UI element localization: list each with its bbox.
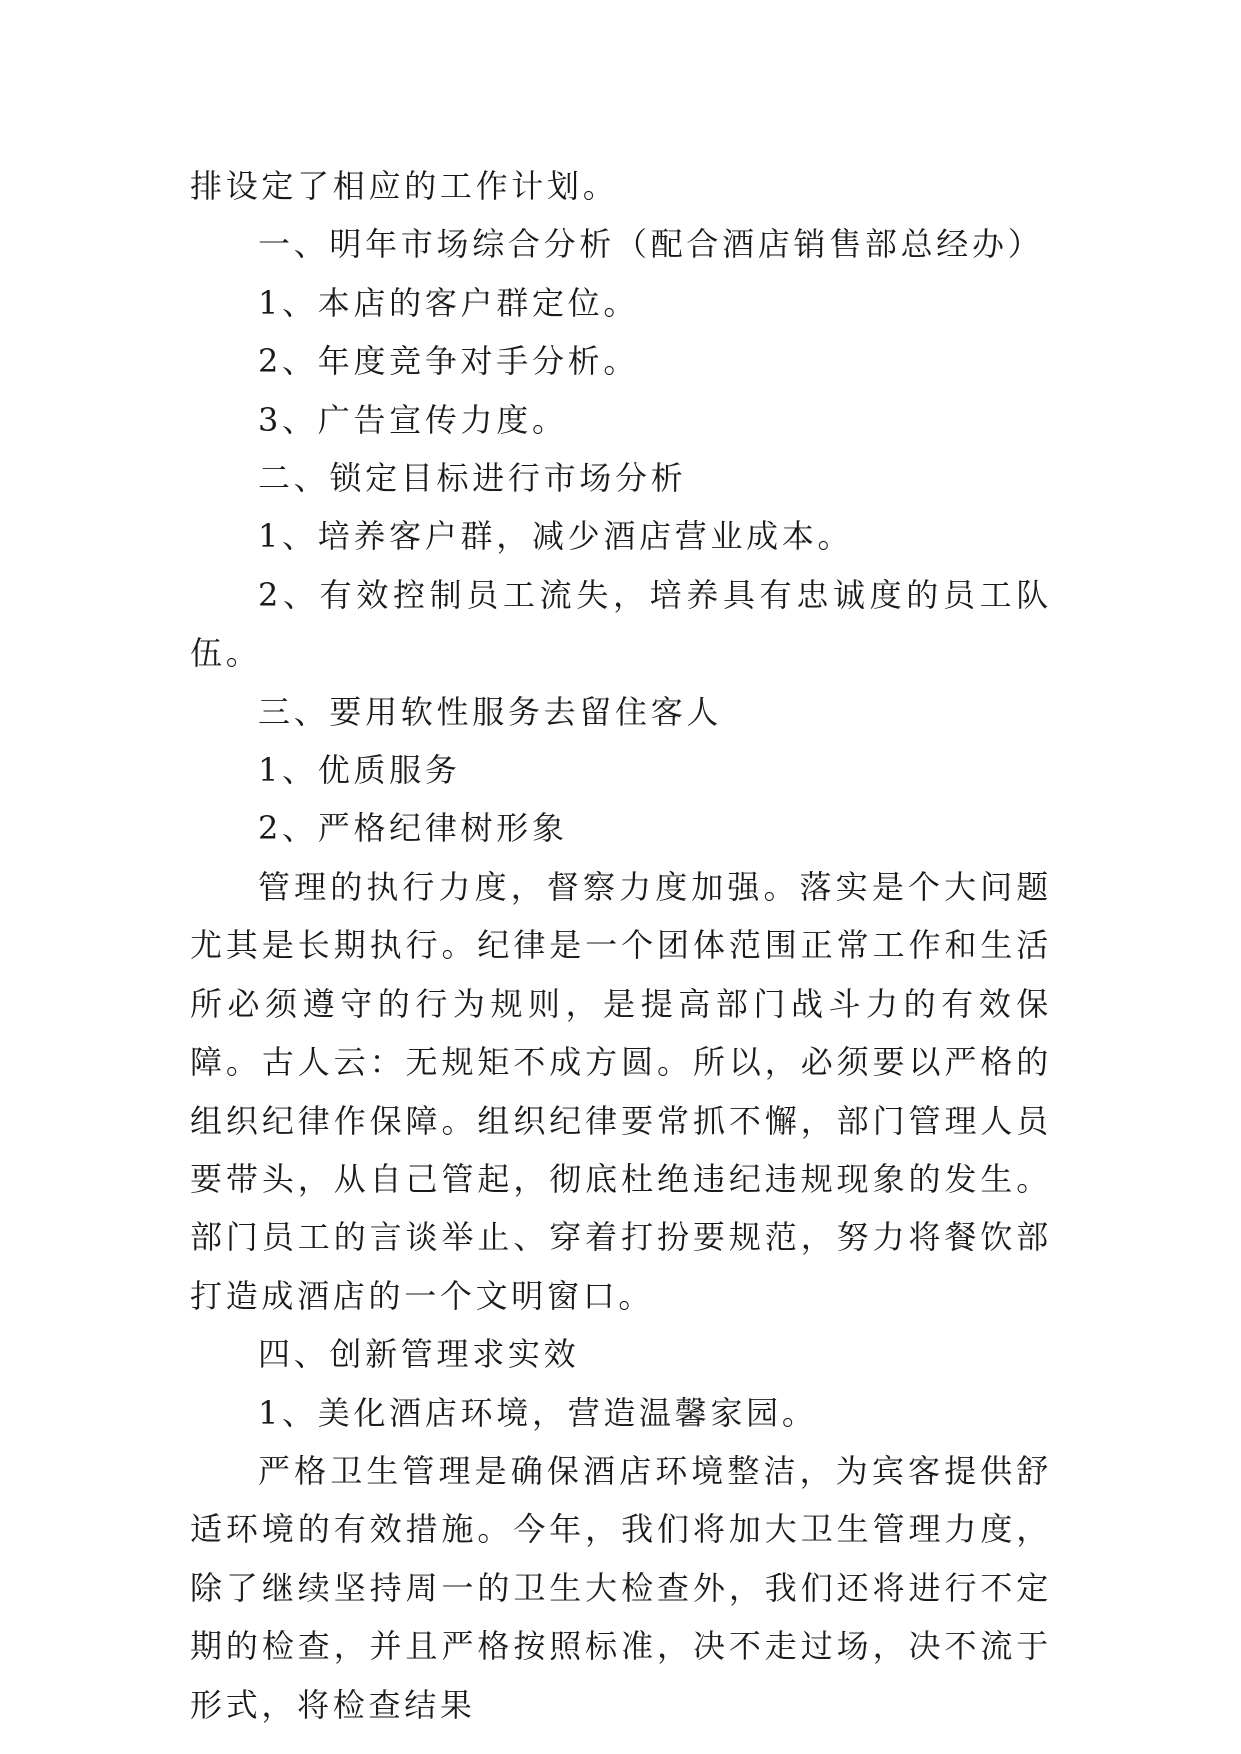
list-item: 3、广告宣传力度。 (258, 400, 568, 439)
list-item: 2、严格纪律树形象 (258, 809, 568, 848)
heading-section-1: 一、明年市场综合分析（配合酒店销售部总经办） (258, 225, 1044, 264)
heading-section-3: 三、要用软性服务去留住客人 (258, 692, 723, 731)
list-item: 1、美化酒店环境，营造温馨家园。 (258, 1393, 818, 1432)
list-item: 1、本店的客户群定位。 (258, 283, 640, 322)
list-item: 1、培养客户群，减少酒店营业成本。 (258, 517, 854, 556)
list-item: 2、有效控制员工流失，培养具有忠诚度的员工队伍。 (190, 575, 1052, 673)
heading-section-4: 四、创新管理求实效 (258, 1335, 580, 1374)
document-body (190, 157, 1052, 1734)
heading-section-2: 二、锁定目标进行市场分析 (258, 459, 687, 498)
paragraph-continuation: 排设定了相应的工作计划。 (190, 167, 619, 205)
list-item: 1、优质服务 (258, 751, 461, 790)
body-paragraph-hygiene: 严格卫生管理是确保酒店环境整洁，为宾客提供舒适环境的有效措施。今年，我们将加大卫生管理力度，除了继续坚持周一的卫生大检查外，我们还将进行不定期的检查，并且严格按照标准，决不走过场，决不流于形式，将检查结果 (190, 1451, 1052, 1724)
body-paragraph-discipline: 管理的执行力度，督察力度加强。落实是个大问题尤其是长期执行。纪律是一个团体范围正常工作和生活所必须遵守的行为规则，是提高部门战斗力的有效保障。古人云：无规矩不成方圆。所以，必须要以严格的组织纪律作保障。组织纪律要常抓不懈，部门管理人员要带头，从自己管起，彻底杜绝违纪违规现象的发生。部门员工的言谈举止、穿着打扮要规范，努力将餐饮部打造成酒店的一个文明窗口。 (190, 867, 1052, 1315)
list-item: 2、年度竞争对手分析。 (258, 342, 640, 381)
